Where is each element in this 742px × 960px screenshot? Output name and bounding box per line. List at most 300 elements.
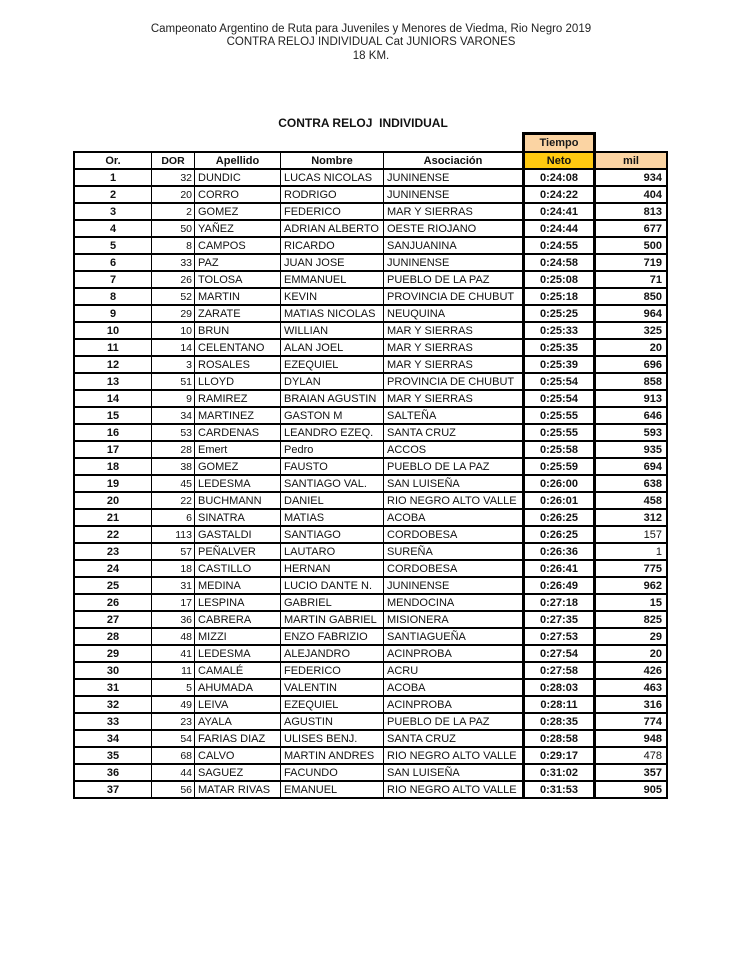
rank-cell: 10 bbox=[75, 323, 152, 338]
mil-cell: 825 bbox=[643, 613, 662, 626]
rank-cell: 26 bbox=[75, 595, 152, 610]
net-time-cell: 0:28:11 bbox=[522, 697, 596, 712]
firstname-cell: RICARDO bbox=[281, 238, 384, 253]
rank-cell: 27 bbox=[75, 612, 152, 627]
dorsal-cell: 68 bbox=[152, 748, 195, 763]
table-row bbox=[75, 272, 666, 289]
rank-cell: 29 bbox=[75, 646, 152, 661]
net-time-cell: 0:25:18 bbox=[522, 289, 596, 304]
surname-cell: MIZZI bbox=[195, 629, 281, 644]
net-time-cell: 0:24:58 bbox=[522, 255, 596, 270]
firstname-cell: GASTON M bbox=[281, 408, 384, 423]
column-header-apellido: Apellido bbox=[195, 153, 281, 168]
table-row bbox=[75, 578, 666, 595]
association-cell: SANTA CRUZ bbox=[387, 732, 456, 745]
firstname-cell: GABRIEL bbox=[281, 595, 384, 610]
rank-cell: 7 bbox=[75, 272, 152, 287]
rank-cell: 11 bbox=[75, 340, 152, 355]
rank-cell: 12 bbox=[75, 357, 152, 372]
mil-cell: 935 bbox=[643, 443, 662, 456]
net-time-cell: 0:25:58 bbox=[522, 442, 596, 457]
association-cell: ACINPROBA bbox=[387, 647, 452, 660]
table-row bbox=[75, 374, 666, 391]
net-time-cell: 0:25:59 bbox=[522, 459, 596, 474]
mil-cell: 357 bbox=[643, 766, 662, 779]
surname-cell: BUCHMANN bbox=[195, 493, 281, 508]
dorsal-cell: 20 bbox=[152, 187, 195, 202]
association-cell: JUNINENSE bbox=[387, 579, 450, 592]
association-cell: ACOBA bbox=[387, 511, 426, 524]
firstname-cell: EZEQUIEL bbox=[281, 357, 384, 372]
association-cell: PUEBLO DE LA PAZ bbox=[387, 715, 490, 728]
surname-cell: PEÑALVER bbox=[195, 544, 281, 559]
surname-cell: LEIVA bbox=[195, 697, 281, 712]
association-cell: RIO NEGRO ALTO VALLE bbox=[387, 783, 517, 796]
net-time-cell: 0:26:25 bbox=[522, 527, 596, 542]
firstname-cell: LUCIO DANTE N. bbox=[281, 578, 384, 593]
firstname-cell: MATIAS NICOLAS bbox=[281, 306, 384, 321]
surname-cell: GOMEZ bbox=[195, 459, 281, 474]
table-row bbox=[75, 187, 666, 204]
surname-cell: AYALA bbox=[195, 714, 281, 729]
association-cell: MENDOCINA bbox=[387, 596, 455, 609]
rank-cell: 6 bbox=[75, 255, 152, 270]
mil-cell: 325 bbox=[643, 324, 662, 337]
table-row bbox=[75, 697, 666, 714]
dorsal-cell: 54 bbox=[152, 731, 195, 746]
net-time-cell: 0:27:58 bbox=[522, 663, 596, 678]
firstname-cell: DYLAN bbox=[281, 374, 384, 389]
table-row bbox=[75, 510, 666, 527]
surname-cell: FARIAS DIAZ bbox=[195, 731, 281, 746]
association-cell: ACCOS bbox=[387, 443, 427, 456]
net-time-cell: 0:27:53 bbox=[522, 629, 596, 644]
dorsal-cell: 18 bbox=[152, 561, 195, 576]
firstname-cell: AGUSTIN bbox=[281, 714, 384, 729]
table-row bbox=[75, 680, 666, 697]
mil-cell: 813 bbox=[643, 205, 662, 218]
surname-cell: LESPINA bbox=[195, 595, 281, 610]
table-row bbox=[75, 748, 666, 765]
mil-cell: 905 bbox=[643, 783, 662, 796]
table-row bbox=[75, 646, 666, 663]
dorsal-cell: 56 bbox=[152, 782, 195, 797]
surname-cell: MEDINA bbox=[195, 578, 281, 593]
table-row bbox=[75, 323, 666, 340]
firstname-cell: FAUSTO bbox=[281, 459, 384, 474]
firstname-cell: FACUNDO bbox=[281, 765, 384, 780]
dorsal-cell: 22 bbox=[152, 493, 195, 508]
mil-cell: 1 bbox=[655, 545, 662, 558]
association-cell: PROVINCIA DE CHUBUT bbox=[387, 375, 515, 388]
table-row bbox=[75, 221, 666, 238]
net-time-cell: 0:24:41 bbox=[522, 204, 596, 219]
rank-cell: 3 bbox=[75, 204, 152, 219]
rank-cell: 22 bbox=[75, 527, 152, 542]
rank-cell: 8 bbox=[75, 289, 152, 304]
net-time-cell: 0:24:55 bbox=[522, 238, 596, 253]
table-row bbox=[75, 204, 666, 221]
rank-cell: 2 bbox=[75, 187, 152, 202]
rank-cell: 31 bbox=[75, 680, 152, 695]
dorsal-cell: 11 bbox=[152, 663, 195, 678]
results-table bbox=[73, 151, 668, 799]
surname-cell: Emert bbox=[195, 442, 281, 457]
table-row bbox=[75, 629, 666, 646]
dorsal-cell: 45 bbox=[152, 476, 195, 491]
dorsal-cell: 17 bbox=[152, 595, 195, 610]
firstname-cell: Pedro bbox=[281, 442, 384, 457]
firstname-cell: BRAIAN AGUSTIN bbox=[281, 391, 384, 406]
association-cell: PUEBLO DE LA PAZ bbox=[387, 273, 490, 286]
firstname-cell: LUCAS NICOLAS bbox=[281, 170, 384, 185]
mil-cell: 426 bbox=[643, 664, 662, 677]
association-cell: ACRU bbox=[387, 664, 419, 677]
table-row bbox=[75, 425, 666, 442]
surname-cell: SAGUEZ bbox=[195, 765, 281, 780]
surname-cell: BRUN bbox=[195, 323, 281, 338]
table-row bbox=[75, 595, 666, 612]
table-row bbox=[75, 442, 666, 459]
firstname-cell: DANIEL bbox=[281, 493, 384, 508]
net-time-cell: 0:25:25 bbox=[522, 306, 596, 321]
dorsal-cell: 48 bbox=[152, 629, 195, 644]
table-row bbox=[75, 391, 666, 408]
column-header-or: Or. bbox=[75, 153, 152, 168]
association-cell: SANTA CRUZ bbox=[387, 426, 456, 439]
table-row bbox=[75, 340, 666, 357]
surname-cell: SINATRA bbox=[195, 510, 281, 525]
dorsal-cell: 28 bbox=[152, 442, 195, 457]
mil-cell: 934 bbox=[643, 171, 662, 184]
mil-cell: 774 bbox=[643, 715, 662, 728]
firstname-cell: MARTIN GABRIEL bbox=[281, 612, 384, 627]
dorsal-cell: 29 bbox=[152, 306, 195, 321]
association-cell: SAN LUISEÑA bbox=[387, 766, 460, 779]
rank-cell: 21 bbox=[75, 510, 152, 525]
dorsal-cell: 34 bbox=[152, 408, 195, 423]
dorsal-cell: 10 bbox=[152, 323, 195, 338]
mil-cell: 29 bbox=[649, 630, 662, 643]
table-header-row bbox=[75, 153, 666, 170]
association-cell: PUEBLO DE LA PAZ bbox=[387, 460, 490, 473]
table-row bbox=[75, 493, 666, 510]
association-cell: MAR Y SIERRAS bbox=[387, 392, 473, 405]
firstname-cell: FEDERICO bbox=[281, 663, 384, 678]
association-cell: MAR Y SIERRAS bbox=[387, 324, 473, 337]
tiempo-header-cell: Tiempo bbox=[522, 132, 596, 151]
net-time-cell: 0:25:55 bbox=[522, 408, 596, 423]
net-time-cell: 0:28:35 bbox=[522, 714, 596, 729]
rank-cell: 30 bbox=[75, 663, 152, 678]
firstname-cell: SANTIAGO bbox=[281, 527, 384, 542]
net-time-cell: 0:25:39 bbox=[522, 357, 596, 372]
firstname-cell: ALAN JOEL bbox=[281, 340, 384, 355]
rank-cell: 4 bbox=[75, 221, 152, 236]
net-time-cell: 0:25:54 bbox=[522, 391, 596, 406]
surname-cell: YAÑEZ bbox=[195, 221, 281, 236]
table-row bbox=[75, 782, 666, 797]
firstname-cell: LAUTARO bbox=[281, 544, 384, 559]
association-cell: SALTEÑA bbox=[387, 409, 437, 422]
net-time-cell: 0:27:54 bbox=[522, 646, 596, 661]
net-time-cell: 0:26:25 bbox=[522, 510, 596, 525]
net-time-cell: 0:28:03 bbox=[522, 680, 596, 695]
surname-cell: AHUMADA bbox=[195, 680, 281, 695]
dorsal-cell: 41 bbox=[152, 646, 195, 661]
table-row bbox=[75, 476, 666, 493]
mil-cell: 858 bbox=[643, 375, 662, 388]
surname-cell: CORRO bbox=[195, 187, 281, 202]
dorsal-cell: 113 bbox=[152, 527, 195, 542]
association-cell: SANJUANINA bbox=[387, 239, 457, 252]
firstname-cell: WILLIAN bbox=[281, 323, 384, 338]
surname-cell: CABRERA bbox=[195, 612, 281, 627]
table-row bbox=[75, 561, 666, 578]
net-time-cell: 0:26:49 bbox=[522, 578, 596, 593]
rank-cell: 18 bbox=[75, 459, 152, 474]
rank-cell: 23 bbox=[75, 544, 152, 559]
net-time-cell: 0:31:02 bbox=[522, 765, 596, 780]
firstname-cell: SANTIAGO VAL. bbox=[281, 476, 384, 491]
table-row bbox=[75, 714, 666, 731]
net-time-cell: 0:25:54 bbox=[522, 374, 596, 389]
mil-cell: 638 bbox=[643, 477, 662, 490]
mil-cell: 316 bbox=[643, 698, 662, 711]
association-cell: ACINPROBA bbox=[387, 698, 452, 711]
dorsal-cell: 32 bbox=[152, 170, 195, 185]
mil-cell: 20 bbox=[649, 341, 662, 354]
table-row bbox=[75, 306, 666, 323]
mil-cell: 696 bbox=[643, 358, 662, 371]
rank-cell: 37 bbox=[75, 782, 152, 797]
table-row bbox=[75, 238, 666, 255]
event-title: Campeonato Argentino de Ruta para Juveniles y Menores de Viedma, Rio Negro 2019 bbox=[150, 23, 592, 35]
table-row bbox=[75, 289, 666, 306]
rank-cell: 28 bbox=[75, 629, 152, 644]
association-cell: MAR Y SIERRAS bbox=[387, 205, 473, 218]
net-time-cell: 0:24:08 bbox=[522, 170, 596, 185]
net-time-cell: 0:24:22 bbox=[522, 187, 596, 202]
association-cell: SAN LUISEÑA bbox=[387, 477, 460, 490]
firstname-cell: HERNAN bbox=[281, 561, 384, 576]
dorsal-cell: 2 bbox=[152, 204, 195, 219]
column-header-asociacion: Asociación bbox=[423, 154, 483, 167]
table-row bbox=[75, 255, 666, 272]
rank-cell: 33 bbox=[75, 714, 152, 729]
mil-cell: 694 bbox=[643, 460, 662, 473]
association-cell: CORDOBESA bbox=[387, 562, 458, 575]
rank-cell: 24 bbox=[75, 561, 152, 576]
mil-cell: 719 bbox=[643, 256, 662, 269]
mil-cell: 962 bbox=[643, 579, 662, 592]
table-row bbox=[75, 544, 666, 561]
net-time-cell: 0:31:53 bbox=[522, 782, 596, 797]
association-cell: CORDOBESA bbox=[387, 528, 458, 541]
mil-cell: 458 bbox=[643, 494, 662, 507]
net-time-cell: 0:26:36 bbox=[522, 544, 596, 559]
mil-cell: 20 bbox=[649, 647, 662, 660]
event-distance: 18 KM. bbox=[352, 49, 390, 62]
surname-cell: CELENTANO bbox=[195, 340, 281, 355]
table-row bbox=[75, 612, 666, 629]
table-row bbox=[75, 663, 666, 680]
rank-cell: 32 bbox=[75, 697, 152, 712]
surname-cell: MARTINEZ bbox=[195, 408, 281, 423]
table-row bbox=[75, 357, 666, 374]
dorsal-cell: 36 bbox=[152, 612, 195, 627]
table-body bbox=[75, 170, 666, 797]
association-cell: JUNINENSE bbox=[387, 256, 450, 269]
mil-cell: 71 bbox=[649, 273, 662, 286]
firstname-cell: ULISES BENJ. bbox=[281, 731, 384, 746]
dorsal-cell: 53 bbox=[152, 425, 195, 440]
mil-cell: 593 bbox=[643, 426, 662, 439]
mil-cell: 948 bbox=[643, 732, 662, 745]
column-header-dor: DOR bbox=[152, 153, 195, 168]
association-cell: SANTIAGUEÑA bbox=[387, 630, 466, 643]
surname-cell: CAMPOS bbox=[195, 238, 281, 253]
association-cell: MAR Y SIERRAS bbox=[387, 341, 473, 354]
association-cell: NEUQUINA bbox=[387, 307, 446, 320]
surname-cell: LEDESMA bbox=[195, 476, 281, 491]
association-cell: MISIONERA bbox=[387, 613, 449, 626]
net-time-cell: 0:26:01 bbox=[522, 493, 596, 508]
rank-cell: 36 bbox=[75, 765, 152, 780]
mil-cell: 312 bbox=[643, 511, 662, 524]
firstname-cell: RODRIGO bbox=[281, 187, 384, 202]
dorsal-cell: 49 bbox=[152, 697, 195, 712]
net-time-cell: 0:26:41 bbox=[522, 561, 596, 576]
surname-cell: LEDESMA bbox=[195, 646, 281, 661]
dorsal-cell: 8 bbox=[152, 238, 195, 253]
mil-cell: 646 bbox=[643, 409, 662, 422]
rank-cell: 25 bbox=[75, 578, 152, 593]
firstname-cell: MATIAS bbox=[281, 510, 384, 525]
firstname-cell: VALENTIN bbox=[281, 680, 384, 695]
net-time-cell: 0:25:35 bbox=[522, 340, 596, 355]
surname-cell: GOMEZ bbox=[195, 204, 281, 219]
table-row bbox=[75, 731, 666, 748]
rank-cell: 19 bbox=[75, 476, 152, 491]
firstname-cell: FEDERICO bbox=[281, 204, 384, 219]
dorsal-cell: 38 bbox=[152, 459, 195, 474]
firstname-cell: ENZO FABRIZIO bbox=[281, 629, 384, 644]
mil-cell: 913 bbox=[643, 392, 662, 405]
event-category: CONTRA RELOJ INDIVIDUAL Cat JUNIORS VARONES bbox=[226, 36, 516, 49]
association-cell: RIO NEGRO ALTO VALLE bbox=[387, 494, 517, 507]
rank-cell: 13 bbox=[75, 374, 152, 389]
dorsal-cell: 33 bbox=[152, 255, 195, 270]
firstname-cell: MARTIN ANDRES bbox=[281, 748, 384, 763]
surname-cell: PAZ bbox=[195, 255, 281, 270]
dorsal-cell: 3 bbox=[152, 357, 195, 372]
firstname-cell: JUAN JOSE bbox=[281, 255, 384, 270]
surname-cell: ROSALES bbox=[195, 357, 281, 372]
surname-cell: MARTIN bbox=[195, 289, 281, 304]
rank-cell: 34 bbox=[75, 731, 152, 746]
surname-cell: TOLOSA bbox=[195, 272, 281, 287]
dorsal-cell: 31 bbox=[152, 578, 195, 593]
dorsal-cell: 6 bbox=[152, 510, 195, 525]
firstname-cell: EMMANUEL bbox=[281, 272, 384, 287]
net-time-cell: 0:24:44 bbox=[522, 221, 596, 236]
net-time-cell: 0:28:58 bbox=[522, 731, 596, 746]
net-time-cell: 0:27:35 bbox=[522, 612, 596, 627]
surname-cell: CARDENAS bbox=[195, 425, 281, 440]
net-time-cell: 0:29:17 bbox=[522, 748, 596, 763]
association-cell: ACOBA bbox=[387, 681, 426, 694]
surname-cell: MATAR RIVAS bbox=[195, 782, 281, 797]
net-time-cell: 0:25:33 bbox=[522, 323, 596, 338]
table-row bbox=[75, 408, 666, 425]
rank-cell: 5 bbox=[75, 238, 152, 253]
surname-cell: RAMIREZ bbox=[195, 391, 281, 406]
rank-cell: 1 bbox=[75, 170, 152, 185]
surname-cell: CASTILLO bbox=[195, 561, 281, 576]
surname-cell: GASTALDI bbox=[195, 527, 281, 542]
firstname-cell: EZEQUIEL bbox=[281, 697, 384, 712]
association-cell: PROVINCIA DE CHUBUT bbox=[387, 290, 515, 303]
dorsal-cell: 50 bbox=[152, 221, 195, 236]
rank-cell: 15 bbox=[75, 408, 152, 423]
mil-cell: 404 bbox=[643, 188, 662, 201]
association-cell: SUREÑA bbox=[387, 545, 433, 558]
dorsal-cell: 57 bbox=[152, 544, 195, 559]
rank-cell: 17 bbox=[75, 442, 152, 457]
surname-cell: DUNDIC bbox=[195, 170, 281, 185]
column-header-mil: mil bbox=[596, 153, 666, 168]
association-cell: MAR Y SIERRAS bbox=[387, 358, 473, 371]
dorsal-cell: 14 bbox=[152, 340, 195, 355]
dorsal-cell: 44 bbox=[152, 765, 195, 780]
table-row bbox=[75, 527, 666, 544]
dorsal-cell: 5 bbox=[152, 680, 195, 695]
association-cell: OESTE RIOJANO bbox=[387, 222, 477, 235]
rank-cell: 35 bbox=[75, 748, 152, 763]
dorsal-cell: 26 bbox=[152, 272, 195, 287]
association-cell: RIO NEGRO ALTO VALLE bbox=[387, 749, 517, 762]
mil-cell: 463 bbox=[643, 681, 662, 694]
firstname-cell: ADRIAN ALBERTO bbox=[281, 221, 384, 236]
surname-cell: CALVO bbox=[195, 748, 281, 763]
mil-cell: 157 bbox=[643, 528, 662, 541]
mil-cell: 677 bbox=[643, 222, 662, 235]
document-header bbox=[0, 23, 742, 63]
net-time-cell: 0:26:00 bbox=[522, 476, 596, 491]
column-header-nombre: Nombre bbox=[281, 153, 384, 168]
rank-cell: 20 bbox=[75, 493, 152, 508]
dorsal-cell: 23 bbox=[152, 714, 195, 729]
dorsal-cell: 51 bbox=[152, 374, 195, 389]
net-time-cell: 0:25:08 bbox=[522, 272, 596, 287]
table-row bbox=[75, 459, 666, 476]
firstname-cell: EMANUEL bbox=[281, 782, 384, 797]
surname-cell: LLOYD bbox=[195, 374, 281, 389]
mil-cell: 500 bbox=[643, 239, 662, 252]
firstname-cell: LEANDRO EZEQ. bbox=[281, 425, 384, 440]
firstname-cell: KEVIN bbox=[281, 289, 384, 304]
surname-cell: ZARATE bbox=[195, 306, 281, 321]
net-time-cell: 0:25:55 bbox=[522, 425, 596, 440]
rank-cell: 14 bbox=[75, 391, 152, 406]
firstname-cell: ALEJANDRO bbox=[281, 646, 384, 661]
dorsal-cell: 9 bbox=[152, 391, 195, 406]
association-cell: JUNINENSE bbox=[387, 171, 450, 184]
table-row bbox=[75, 765, 666, 782]
mil-cell: 775 bbox=[643, 562, 662, 575]
net-time-cell: 0:27:18 bbox=[522, 595, 596, 610]
